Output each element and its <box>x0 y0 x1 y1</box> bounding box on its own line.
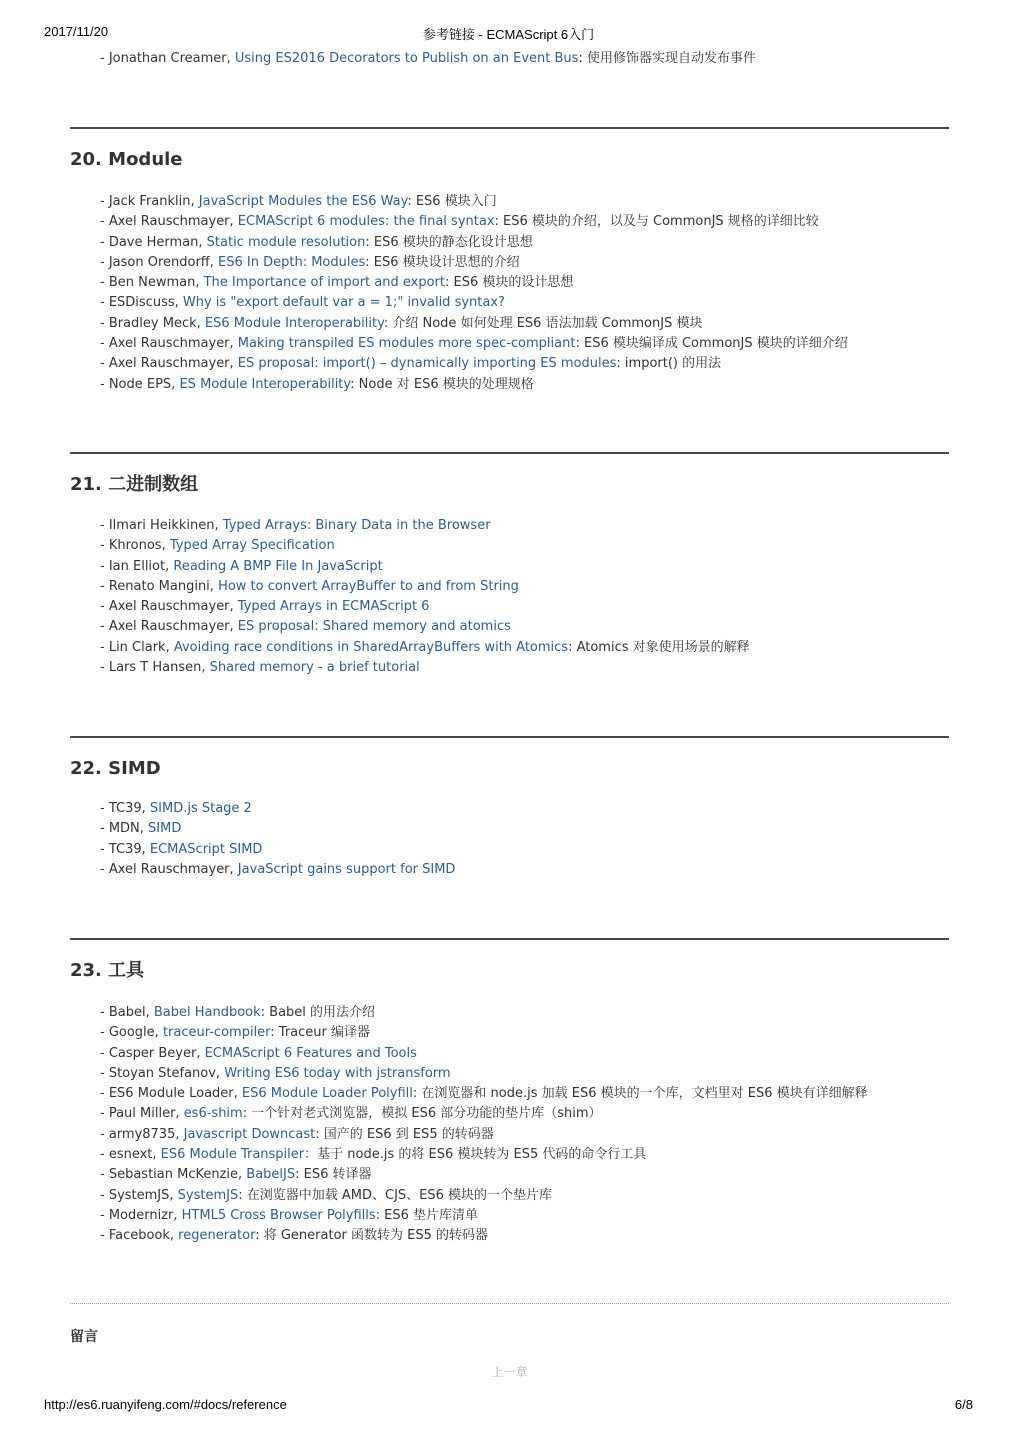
reference-author: - Khronos, <box>100 538 170 554</box>
print-title: 参考链接 - ECMAScript 6入门 <box>422 27 595 42</box>
reference-link[interactable]: Reading A BMP File In JavaScript <box>173 558 383 574</box>
reference-link[interactable]: JavaScript gains support for SIMD <box>237 861 456 877</box>
reference-description: : ES6 模块入门 <box>407 194 497 209</box>
reference-author: - Ian Elliot, <box>100 558 174 574</box>
binary-arrays-reference-list <box>70 516 949 678</box>
reference-link[interactable]: ES Module Interoperability <box>179 376 351 392</box>
reference-item <box>100 314 949 334</box>
reference-link[interactable]: ES proposal: import() – dynamically importing ES modules <box>237 356 617 372</box>
reference-link[interactable]: ES6 Module Loader Polyfill <box>241 1086 413 1102</box>
reference-description: : Node 对 ES6 模块的处理规格 <box>350 376 534 392</box>
reference-link[interactable]: ES6 Module Interoperability <box>204 315 384 331</box>
reference-author: - MDN, <box>100 821 149 837</box>
reference-link[interactable]: SystemJS <box>177 1187 239 1203</box>
reference-author: - Bradley Meck, <box>100 315 205 331</box>
reference-link[interactable]: ECMAScript 6 Features and Tools <box>204 1045 417 1061</box>
reference-description: : 一个针对老式浏览器，模拟 ES6 部分功能的垫片库（shim） <box>242 1106 602 1122</box>
reference-description: : ES6 模块设计思想的介绍 <box>365 254 520 270</box>
reference-item <box>100 1226 949 1246</box>
reference-item <box>100 375 949 395</box>
reference-description: : Traceur 编译器 <box>270 1025 371 1041</box>
reference-author: - army8735, <box>100 1126 184 1142</box>
print-date: 2017/11/20 <box>44 24 109 39</box>
reference-author: - Ben Newman, <box>100 275 204 291</box>
comments-heading: 留言 <box>70 1329 98 1345</box>
reference-link[interactable]: ES6 Module Transpiler <box>160 1147 305 1163</box>
reference-item <box>100 1044 949 1064</box>
reference-author: - Babel, <box>100 1005 154 1020</box>
reference-link[interactable]: BabelJS <box>246 1167 296 1183</box>
reference-description: : 介绍 Node 如何处理 ES6 语法加载 CommonJS 模块 <box>383 315 703 331</box>
reference-item <box>100 212 949 232</box>
print-footer <box>44 1397 973 1415</box>
reference-description: : 国产的 ES6 到 ES5 的转码器 <box>315 1126 494 1142</box>
comments-divider <box>70 1303 949 1304</box>
reference-description: : import() 的用法 <box>616 356 722 372</box>
reference-item <box>100 1206 949 1226</box>
reference-link[interactable]: Typed Arrays: Binary Data in the Browser <box>222 518 491 533</box>
reference-author: - ES6 Module Loader, <box>100 1086 242 1102</box>
section-divider <box>70 736 949 738</box>
simd-reference-list <box>70 799 949 880</box>
module-reference-list <box>70 192 949 395</box>
reference-item <box>100 577 949 597</box>
reference-author: - Jack Franklin, <box>100 194 199 209</box>
reference-item <box>100 1125 949 1145</box>
reference-description: : 在浏览器和 node.js 加载 ES6 模块的一个库，文档里对 ES6 模块有详细解释 <box>412 1086 868 1102</box>
reference-author: - Lars T Hansen, <box>100 660 210 676</box>
reference-link[interactable]: HTML5 Cross Browser Polyfills <box>181 1207 376 1223</box>
reference-item <box>100 840 949 860</box>
reference-item <box>100 799 949 819</box>
section-title-module: 20. Module <box>70 149 183 170</box>
reference-author: - Jason Orendorff, <box>100 254 219 270</box>
reference-link[interactable]: traceur-compiler <box>162 1025 271 1041</box>
reference-description: : 使用修饰器实现自动发布事件 <box>578 51 756 66</box>
reference-author: - Paul Miller, <box>100 1106 184 1122</box>
reference-author: - Node EPS, <box>100 376 180 392</box>
reference-link[interactable]: Shared memory - a brief tutorial <box>209 660 420 676</box>
reference-item <box>100 860 949 880</box>
reference-author: - TC39, <box>100 801 150 816</box>
reference-author: - Lin Clark, <box>100 639 174 655</box>
reference-description: : ES6 模块的设计思想 <box>444 275 574 291</box>
reference-link[interactable]: Writing ES6 today with jstransform <box>224 1065 451 1081</box>
reference-description: : ES6 模块的介绍，以及与 CommonJS 规格的详细比较 <box>494 214 819 230</box>
reference-author: - Axel Rauschmayer, <box>100 336 238 352</box>
reference-link[interactable]: Static module resolution <box>206 234 366 250</box>
reference-item <box>100 597 949 617</box>
reference-link[interactable]: ES6 In Depth: Modules <box>218 254 366 270</box>
reference-item <box>100 536 949 556</box>
reference-item <box>100 819 949 839</box>
reference-item <box>100 1165 949 1185</box>
reference-link[interactable]: Making transpiled ES modules more spec-compliant <box>237 336 576 352</box>
reference-link[interactable]: Typed Array Specification <box>169 538 335 554</box>
reference-item <box>100 1023 949 1043</box>
section-title-simd: 22. SIMD <box>70 758 161 779</box>
reference-author: - Jonathan Creamer, <box>100 51 235 66</box>
reference-description: : ES6 模块编译成 CommonJS 模块的详细介绍 <box>575 336 848 352</box>
reference-item <box>100 658 949 678</box>
reference-link[interactable]: Javascript Downcast <box>183 1126 316 1142</box>
reference-author: - Renato Mangini, <box>100 578 219 594</box>
reference-author: - Axel Rauschmayer, <box>100 599 238 615</box>
section-divider <box>70 127 949 129</box>
intro-list <box>70 49 949 69</box>
reference-item <box>100 334 949 354</box>
reference-item <box>100 1084 949 1104</box>
reference-link[interactable]: ECMAScript 6 modules: the final syntax <box>237 214 495 230</box>
section-divider <box>70 452 949 454</box>
reference-link[interactable]: The Importance of import and export <box>203 275 445 291</box>
reference-author: - Modernizr, <box>100 1207 182 1223</box>
reference-link[interactable]: Why is "export default var a = 1;" invalid syntax? <box>182 295 505 311</box>
reference-author: - Ilmari Heikkinen, <box>100 518 223 533</box>
reference-item <box>100 1003 949 1023</box>
reference-link[interactable]: Babel Handbook <box>153 1005 261 1020</box>
reference-author: - Dave Herman, <box>100 234 207 250</box>
reference-item <box>100 273 949 293</box>
reference-link[interactable]: How to convert ArrayBuffer to and from String <box>218 578 519 594</box>
reference-author: - Axel Rauschmayer, <box>100 356 238 372</box>
reference-item <box>100 233 949 253</box>
reference-link[interactable]: Typed Arrays in ECMAScript 6 <box>237 599 430 615</box>
reference-link[interactable]: JavaScript Modules the ES6 Way <box>198 194 408 209</box>
reference-item <box>100 1064 949 1084</box>
reference-author: - Stoyan Stefanov, <box>100 1065 225 1081</box>
reference-link[interactable]: Avoiding race conditions in SharedArrayBuffers with Atomics <box>173 639 569 655</box>
reference-author: - Axel Rauschmayer, <box>100 861 238 877</box>
reference-description: : ES6 模块的静态化设计思想 <box>365 234 533 250</box>
reference-item <box>100 638 949 658</box>
section-divider <box>70 938 949 940</box>
reference-item <box>100 293 949 313</box>
prev-chapter-link[interactable]: 上一章 <box>491 1365 528 1379</box>
reference-link[interactable]: Using ES2016 Decorators to Publish on an Event Bus <box>234 51 579 66</box>
reference-author: - Axel Rauschmayer, <box>100 619 238 635</box>
reference-author: - ESDiscuss, <box>100 295 183 311</box>
reference-item <box>100 49 949 69</box>
reference-link[interactable]: es6-shim <box>183 1106 243 1122</box>
reference-author: - Sebastian McKenzie, <box>100 1167 247 1183</box>
reference-description: : Atomics 对象使用场景的解释 <box>568 639 750 655</box>
reference-item <box>100 253 949 273</box>
reference-author: - Casper Beyer, <box>100 1045 205 1061</box>
reference-item <box>100 1186 949 1206</box>
reference-item <box>100 516 949 536</box>
reference-item <box>100 192 949 212</box>
reference-description: : 将 Generator 函数转为 ES5 的转码器 <box>255 1228 488 1244</box>
reference-link[interactable]: SIMD <box>148 821 182 837</box>
tools-reference-list <box>70 1003 949 1247</box>
section-title-tools: 23. 工具 <box>70 960 145 981</box>
reference-item <box>100 557 949 577</box>
reference-link[interactable]: ES proposal: Shared memory and atomics <box>237 619 511 635</box>
reference-description: : Babel 的用法介绍 <box>260 1005 376 1020</box>
reference-item <box>100 1104 949 1124</box>
reference-description: : ES6 垫片库清单 <box>375 1207 479 1223</box>
reference-item <box>100 617 949 637</box>
section-title-binary-arrays: 21. 二进制数组 <box>70 474 199 495</box>
print-url: http://es6.ruanyifeng.com/#docs/reference <box>44 1397 287 1412</box>
reference-author: - Google, <box>100 1025 163 1041</box>
reference-author: - TC39, <box>100 841 150 857</box>
reference-author: - Facebook, <box>100 1228 179 1244</box>
reference-item <box>100 354 949 374</box>
reference-link[interactable]: SIMD.js Stage 2 <box>149 801 252 816</box>
reference-description: : ES6 转译器 <box>295 1167 372 1183</box>
reference-author: - Axel Rauschmayer, <box>100 214 238 230</box>
reference-description: ：基于 node.js 的将 ES6 模块转为 ES5 代码的命令行工具 <box>304 1147 647 1163</box>
reference-author: - esnext, <box>100 1147 161 1163</box>
print-page-number: 6/8 <box>954 1397 973 1412</box>
reference-description: : 在浏览器中加载 AMD、CJS、ES6 模块的一个垫片库 <box>238 1187 553 1203</box>
print-header <box>44 24 973 42</box>
reference-link[interactable]: ECMAScript SIMD <box>149 841 263 857</box>
reference-item <box>100 1145 949 1165</box>
reference-author: - SystemJS, <box>100 1187 178 1203</box>
reference-link[interactable]: regenerator <box>178 1228 256 1244</box>
